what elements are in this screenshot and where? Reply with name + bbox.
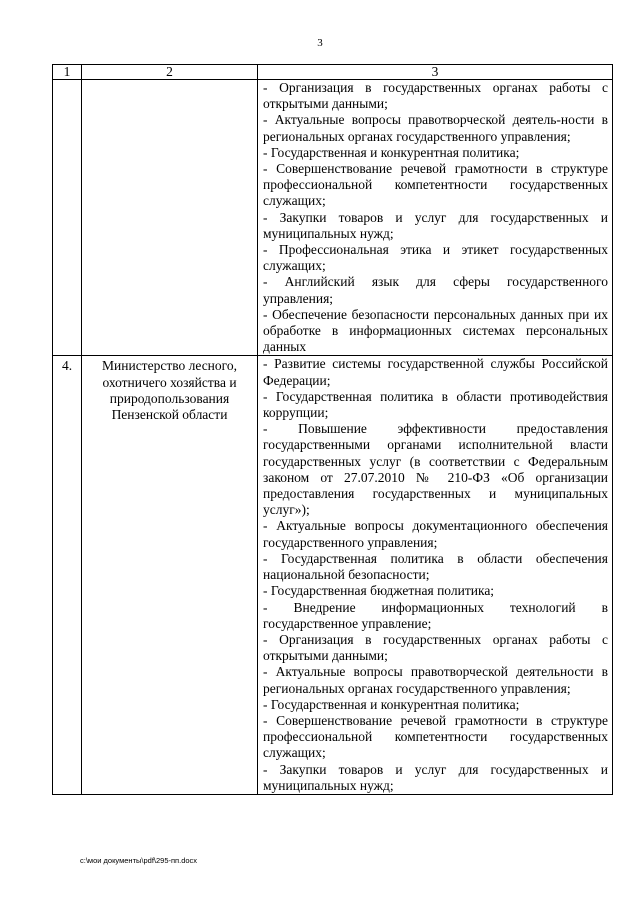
- program-item: - Закупки товаров и услуг для государственных и муниципальных нужд;: [263, 761, 608, 793]
- program-item: - Обеспечение безопасности персональных данных при их обработке в информационных системах персональных данных: [263, 306, 608, 355]
- programs-cell: [258, 356, 613, 794]
- document-table: [52, 64, 613, 795]
- program-item: - Английский язык для сферы государственного управления;: [263, 274, 608, 306]
- column-header-1: 1: [53, 65, 82, 80]
- program-item: - Актуальные вопросы правотворческой деятельности в региональных органах государственного управления;: [263, 664, 608, 696]
- program-item: - Государственная и конкурентная политика;: [263, 696, 520, 712]
- footer-file-path: c:\мои документы\pdf\295-пп.docx: [80, 856, 198, 865]
- organization-name: Министерство лесного, охотничего хозяйства и природопользования Пензенской области: [82, 356, 258, 794]
- column-header-3: 3: [258, 65, 613, 80]
- program-item: - Государственная бюджетная политика;: [263, 583, 495, 599]
- column-header-2: 2: [82, 65, 258, 80]
- program-item: - Закупки товаров и услуг для государственных и муниципальных нужд;: [263, 209, 608, 241]
- table-row-continued: [53, 80, 613, 356]
- program-item: - Государственная и конкурентная политика;: [263, 144, 520, 160]
- program-item: - Организация в государственных органах работы с открытыми данными;: [263, 631, 608, 664]
- organization-cell: [82, 80, 258, 356]
- table-header-row: [53, 65, 613, 80]
- program-item: - Повышение эффективности предоставления государственными органами исполнительной власти государственных услуг (в соответствии с Федеральным законом от 27.07.2010 № 210-ФЗ «Об организации предоставления государственных и муниципальных услуг»);: [263, 421, 608, 518]
- program-item: - Организация в государственных органах работы с открытыми данными;: [263, 80, 608, 112]
- program-item: - Совершенствование речевой грамотности в структуре профессиональной компетентности государственных служащих;: [263, 161, 608, 209]
- programs-cell: [258, 80, 613, 356]
- program-item: - Совершенствование речевой грамотности в структуре профессиональной компетентности государственных служащих;: [263, 712, 608, 761]
- program-item: - Профессиональная этика и этикет государственных служащих;: [263, 242, 608, 274]
- row-number: 4.: [53, 356, 82, 794]
- page-number: 3: [317, 37, 323, 49]
- program-item: - Актуальные вопросы документационного обеспечения государственного управления;: [263, 518, 608, 550]
- table-row-4: [53, 356, 613, 794]
- program-item: - Государственная политика в области противодействия коррупции;: [263, 388, 608, 421]
- program-item: - Внедрение информационных технологий в государственное управление;: [263, 599, 608, 631]
- row-number-cell: [53, 80, 82, 356]
- program-item: - Развитие системы государственной службы Российской Федерации;: [263, 356, 608, 388]
- program-item: - Государственная политика в области обеспечения национальной безопасности;: [263, 550, 608, 583]
- program-item: - Актуальные вопросы правотворческой деятель-ности в региональных органах государственного управления;: [263, 112, 608, 144]
